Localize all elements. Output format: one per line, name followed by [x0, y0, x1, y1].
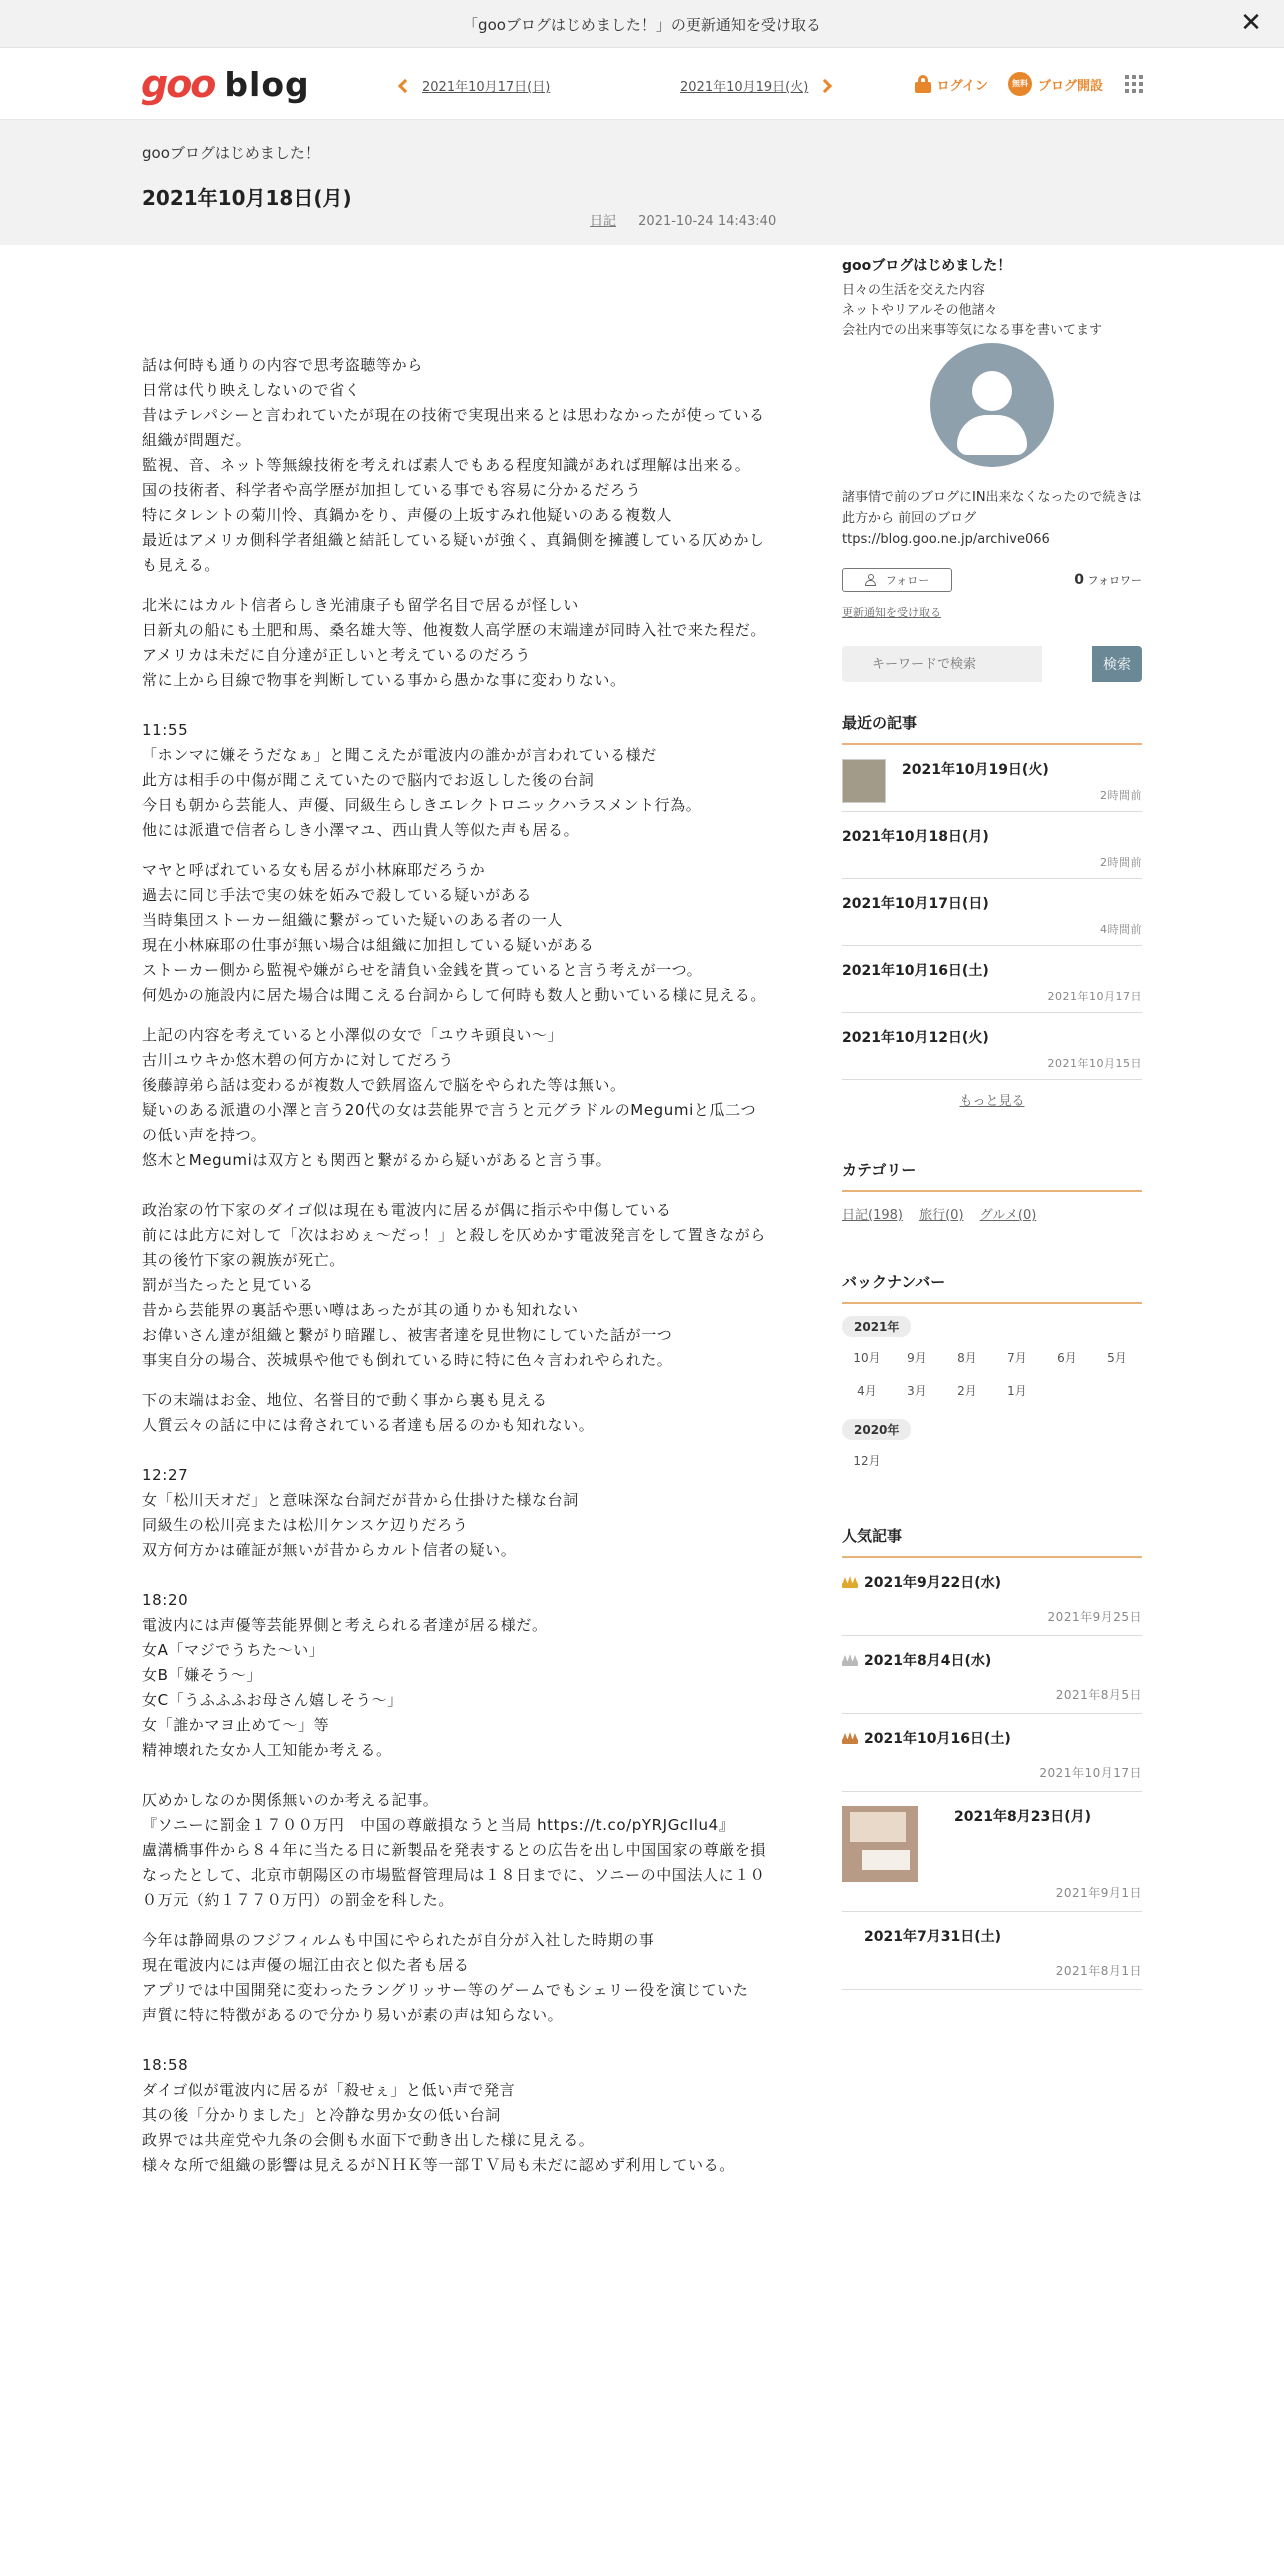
back-numbers	[842, 1271, 1142, 1477]
category-list	[842, 1204, 1142, 1223]
month-link[interactable]: 1月	[1007, 1384, 1027, 1398]
entry-paragraph: 12:27 女「松川天オだ」と意味深な台詞だが昔から仕掛けた様な台詞 同級生の松川亮または松川ケンスケ辺りだろう 双方何方かは確証が無いが昔からカルト信者の疑い。	[142, 1466, 579, 1559]
popular-article-date: 2021年8月1日	[1055, 1964, 1142, 1978]
recent-article-date: 2021年10月15日	[1047, 1057, 1142, 1070]
next-entry-link[interactable]: 2021年10月19日(火)	[680, 80, 809, 95]
search-button[interactable]: 検索	[1092, 646, 1142, 682]
open-blog-label: ブログ開設	[1037, 78, 1103, 94]
login-button[interactable]	[915, 75, 988, 94]
sidebar	[842, 255, 1142, 1990]
recent-article-date: 4時間前	[1100, 923, 1142, 936]
entry-datetime: 2021-10-24 14:43:40	[638, 214, 777, 229]
month-list	[842, 1444, 1142, 1477]
month-link[interactable]: 6月	[1057, 1351, 1077, 1365]
recent-article-title[interactable]: 2021年10月17日(日)	[842, 896, 989, 912]
entry-paragraph: 政治家の竹下家のダイゴ似は現在も電波内に居るが偶に指示や中傷している 前には此方に対して「次はおめぇ～だっ！」と殺しを仄めかす電波発言をして置きながら其の後竹下家の親族が死亡。 罰が当たったと見ている 昔から芸能界の裏話や悪い噂はあったが其の通りかも知れない お偉いさん達が組織と繋がり暗躍し、被害者達を見世物にしていた話が一つ 事実自分の場合、茨城県や他でも倒れている時に特に色々言われやられた。	[142, 1201, 766, 1369]
profile-description: 日々の生活を交えた内容 ネットやリアルその他諸々 会社内での出来事等気になる事を書いてます	[842, 283, 1103, 338]
logo-goo-text: goo	[141, 62, 215, 106]
category-link[interactable]: 旅行(0)	[919, 1208, 964, 1223]
profile-name: gooブログはじめました！	[842, 258, 1012, 274]
update-notice-bar	[0, 0, 1284, 48]
month-link[interactable]: 4月	[857, 1384, 877, 1398]
header-actions	[895, 72, 1143, 96]
recent-article-date: 2021年10月17日	[1047, 990, 1142, 1003]
chevron-right-icon	[818, 78, 832, 92]
prev-entry-link[interactable]: 2021年10月17日(日)	[422, 80, 551, 95]
popular-article-title[interactable]: 2021年7月31日(土)	[864, 1929, 1001, 1945]
search-form	[842, 646, 1142, 682]
recent-article-date: 2時間前	[1100, 789, 1142, 802]
popular-article-item[interactable]	[842, 1714, 1142, 1792]
apps-grid-icon[interactable]	[1125, 75, 1143, 93]
recent-article-item[interactable]	[842, 879, 1142, 946]
month-link[interactable]: 9月	[907, 1351, 927, 1365]
login-label: ログイン	[936, 78, 988, 94]
search-input[interactable]	[842, 646, 1042, 682]
user-icon	[865, 574, 876, 586]
logo-blog-text: blog	[224, 64, 310, 104]
popular-articles-title: 人気記事	[842, 1525, 1142, 1558]
category-link[interactable]: 日記(198)	[842, 1208, 903, 1223]
recent-articles	[842, 712, 1142, 1109]
entry-paragraph: 話は何時も通りの内容で思考盗聴等から 日常は代り映えしないので省く 昔はテレパシーと言われていたが現在の技術で実現出来るとは思わなかったが使っている組織が問題だ。 監視、音、ネット等無線技術を考えれば素人でもある程度知識があれば理解は出来る。 国の技術者、科学者や高学歴が加担している事でも容易に分かるだろう 特にタレントの菊川怜、真鍋かをり、声優の上坂すみれ他疑いのある複数人 最近はアメリカ側科学者組織と結託している疑いが強く、真鍋側を擁護している仄めかしも見える。	[142, 356, 765, 574]
silver-crown-icon	[842, 1654, 858, 1666]
month-link[interactable]: 8月	[957, 1351, 977, 1365]
recent-article-title[interactable]: 2021年10月16日(土)	[842, 963, 989, 979]
recent-article-item[interactable]	[842, 745, 1142, 812]
follow-row	[842, 568, 1142, 592]
year-badge: 2020年	[842, 1419, 911, 1440]
goo-blog-logo[interactable]	[141, 64, 310, 104]
entry-paragraph: 今年は静岡県のフジフィルムも中国にやられたが自分が入社した時期の事 現在電波内には声優の堀江由衣と似た者も居る アプリでは中国開発に変わったラングリッサー等のゲームでもシェリー役を演じていた 声質に特に特徴があるので分かり易いが素の声は知らない。	[142, 1931, 749, 2024]
article-thumbnail	[842, 759, 886, 803]
free-badge-icon: 無料	[1008, 72, 1032, 96]
next-entry-nav[interactable]	[680, 76, 830, 95]
article-photo	[842, 1806, 918, 1882]
popular-article-item[interactable]	[842, 1792, 1142, 1912]
follow-button[interactable]	[842, 568, 952, 592]
profile-note: 諸事情で前のブログにIN出来なくなったので続きは此方から 前回のブログ ttps://blog.goo.ne.jp/archive066	[842, 490, 1142, 547]
popular-article-title[interactable]: 2021年9月22日(水)	[864, 1575, 1001, 1591]
month-link[interactable]: 3月	[907, 1384, 927, 1398]
recent-article-item[interactable]	[842, 1013, 1142, 1080]
recent-article-item[interactable]	[842, 812, 1142, 879]
popular-articles	[842, 1525, 1142, 1990]
entry-paragraph: 上記の内容を考えていると小澤似の女で「ユウキ頭良い～」 古川ユウキか悠木碧の何方かに対してだろう 後藤諄弟ら話は変わるが複数人で鉄屑盗んで脳をやられた等は無い。 疑いのある派遣の小澤と言う20代の女は芸能界で言うと元グラドルのMegumiと瓜二つの低い声を持つ。 悠木とMegumiは双方とも関西と繋がるから疑いがあると言う事。	[142, 1026, 757, 1169]
popular-article-date: 2021年9月25日	[1047, 1610, 1142, 1624]
entry-title: 2021年10月18日(月)	[142, 186, 352, 210]
entry-paragraph: 下の末端はお金、地位、名誉目的で動く事から裏も見える 人質云々の話に中には脅されている者達も居るのかも知れない。	[142, 1391, 595, 1434]
popular-article-date: 2021年8月5日	[1055, 1688, 1142, 1702]
entry-paragraph: 18:58 ダイゴ似が電波内に居るが「殺せぇ」と低い声で発言 其の後「分かりました」と冷静な男か女の低い台詞 政界では共産党や九条の会側も水面下で動き出した様に見える。 様々な所で組織の影響は見えるがＮＨＫ等一部ＴＶ局も未だに認めず利用している。	[142, 2056, 735, 2174]
more-articles-link[interactable]: もっと見る	[959, 1094, 1025, 1109]
gold-crown-icon	[842, 1576, 858, 1588]
recent-articles-title: 最近の記事	[842, 712, 1142, 745]
month-link[interactable]: 7月	[1007, 1351, 1027, 1365]
recent-article-item[interactable]	[842, 946, 1142, 1013]
entry-paragraph: マヤと呼ばれている女も居るが小林麻耶だろうか 過去に同じ手法で実の妹を妬みで殺している疑いがある 当時集団ストーカー組織に繋がっていた疑いのある者の一人 現在小林麻耶の仕事が無い場合は組織に加担している疑いがある ストーカー側から監視や嫌がらせを請負い金銭を貰っていると言う考えが一つ。 何処かの施設内に居た場合は聞こえる台詞からして何時も数人と動いている様に見える。	[142, 861, 767, 1004]
close-icon[interactable]: ✕	[1240, 8, 1262, 38]
entry-paragraph: 18:20 電波内には声優等芸能界側と考えられる者達が居る様だ。 女A「マジでうちた～い」 女B「嫌そう～」 女C「うふふふお母さん嬉しそう～」 女「誰かマヨ止めて～」等 精神壊れた女か人工知能か考える。	[142, 1591, 548, 1759]
month-link[interactable]: 12月	[853, 1454, 881, 1468]
bronze-crown-icon	[842, 1732, 858, 1744]
popular-article-date: 2021年10月17日	[1039, 1766, 1142, 1780]
back-numbers-title: バックナンバー	[842, 1271, 1142, 1304]
follower-number: 0	[1074, 572, 1085, 588]
categories	[842, 1159, 1142, 1223]
blog-name[interactable]: gooブログはじめました！	[142, 144, 320, 162]
chevron-left-icon	[398, 78, 412, 92]
categories-title: カテゴリー	[842, 1159, 1142, 1192]
recent-article-title[interactable]: 2021年10月12日(火)	[842, 1030, 989, 1046]
popular-article-item[interactable]	[842, 1636, 1142, 1714]
entry-paragraph: 北米にはカルト信者らしき光浦康子も留学名目で居るが怪しい 日新丸の船にも土肥和馬、桑名雄大等、他複数人高学歴の末端達が同時入社で来た程だ。 アメリカは未だに自分達が正しいと考えているのだろう 常に上から目線で物事を判断している事から愚かな事に変わりない。	[142, 596, 767, 689]
update-notice-link[interactable]: 「gooブログはじめました！」の更新通知を受け取る	[463, 16, 821, 34]
popular-article-item[interactable]	[842, 1558, 1142, 1636]
entry-category-link[interactable]: 日記	[590, 214, 617, 229]
follower-label: フォロワー	[1087, 574, 1142, 587]
entry-header	[0, 120, 1284, 245]
entry-body	[142, 353, 770, 2193]
recent-article-title[interactable]: 2021年10月18日(月)	[842, 829, 989, 845]
popular-article-title[interactable]: 2021年8月4日(水)	[864, 1653, 992, 1669]
avatar	[930, 343, 1054, 467]
popular-article-item[interactable]	[842, 1912, 1142, 1990]
site-header	[0, 48, 1284, 120]
recent-article-date: 2時間前	[1100, 856, 1142, 869]
search-field-wrap	[842, 646, 1092, 682]
popular-article-date: 2021年9月1日	[1055, 1886, 1142, 1900]
recent-article-title[interactable]: 2021年10月19日(火)	[902, 762, 1049, 778]
month-link[interactable]: 5月	[1107, 1351, 1127, 1365]
open-blog-button[interactable]	[1008, 72, 1103, 96]
prev-entry-nav[interactable]	[400, 76, 550, 95]
month-list	[842, 1341, 1142, 1407]
entry-paragraph: 11:55 「ホンマに嫌そうだなぁ」と聞こえたが電波内の誰かが言われている様だ 此方は相手の中傷が聞こえていたので脳内でお返しした後の台詞 今日も朝から芸能人、声優、同級生らしきエレクトロニックハラスメント行為。 他には派遣で信者らしき小澤マユ、西山貴人等似た声も居る。	[142, 721, 702, 839]
lock-icon	[915, 75, 931, 93]
receive-updates-link[interactable]: 更新通知を受け取る	[842, 606, 941, 619]
follower-count	[1074, 572, 1142, 588]
entry-paragraph: 仄めかしなのか関係無いのか考える記事。 『ソニーに罰金１７００万円 中国の尊厳損なうと当局 https://t.co/pYRJGcIlu4』 盧溝橋事件から８４年に当たる日に新製品を発表するとの広告を出し中国国家の尊厳を損なったとして、北京市朝陽区の市場監督管理局は１８日までに、ソニーの中国法人に１００万元（約１７７０万円）の罰金を科した。	[142, 1791, 767, 1909]
follow-label: フォロー	[885, 574, 930, 587]
popular-article-title[interactable]: 2021年10月16日(土)	[864, 1731, 1011, 1747]
month-link[interactable]: 10月	[853, 1351, 881, 1365]
entry-meta	[590, 210, 776, 229]
month-link[interactable]: 2月	[957, 1384, 977, 1398]
category-link[interactable]: グルメ(0)	[979, 1208, 1037, 1223]
popular-article-title[interactable]: 2021年8月23日(月)	[954, 1809, 1091, 1825]
year-badge: 2021年	[842, 1316, 911, 1337]
